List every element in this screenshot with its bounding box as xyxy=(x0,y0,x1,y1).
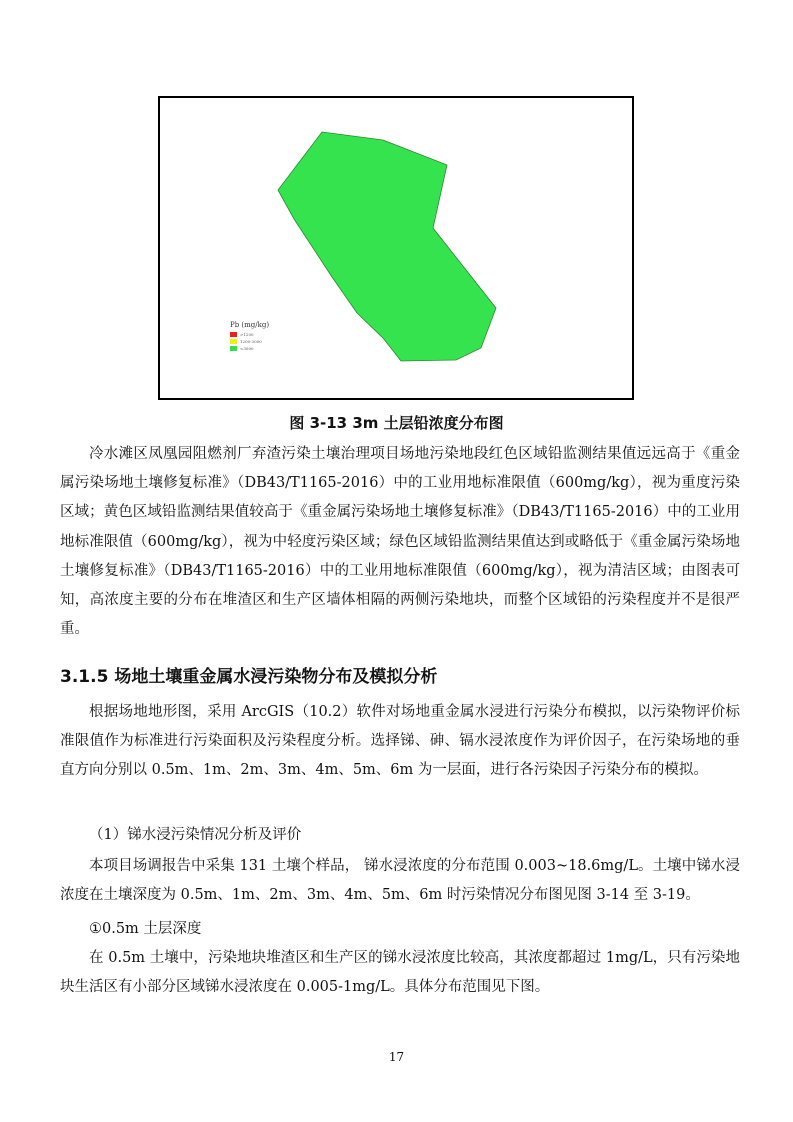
pb-concentration-map xyxy=(158,96,634,400)
legend-swatch-green xyxy=(230,346,237,351)
legend-item: 1200-3000 xyxy=(230,338,269,345)
site-area-polygon xyxy=(278,132,496,361)
legend-item: <3000 xyxy=(230,345,269,352)
legend-swatch-yellow xyxy=(230,339,237,344)
section-heading: 3.1.5 场地土壤重金属水浸污染物分布及模拟分析 xyxy=(60,667,438,687)
page-number: 17 xyxy=(388,1050,405,1064)
legend-item: >1200 xyxy=(230,331,269,338)
subsection-depth-0-5m: ①0.5m 土层深度 xyxy=(89,921,202,937)
legend-swatch-red xyxy=(230,332,237,337)
map-canvas xyxy=(160,98,632,398)
figure-caption: 图 3-13 3m 土层铅浓度分布图 xyxy=(289,414,504,432)
paragraph-method: 根据场地地形图，采用 ArcGIS（10.2）软件对场地重金属水浸进行污染分布模拟，以污染物评价标准限值作为标准进行污染面积及污染程度分析。选择锑、砷、镉水浸浓度作为评价因子，在污染场地的垂直方向分别以 0.5m、1m、2m、3m、4m、5m、6m 为一层面，进行各污染因子污染分布的模拟。 xyxy=(60,704,740,779)
legend-title: Pb (mg/kg) xyxy=(230,321,270,329)
paragraph-antimony-samples: 本项目场调报告中采集 131 土壤个样品， 锑水浸浓度的分布范围 0.003~18.6mg/L。土壤中锑水浸浓度在土壤深度为 0.5m、1m、2m、3m、4m、5m、6m 时污染情况分布图见图 3-14 至 3-19。 xyxy=(60,858,740,904)
paragraph-lead-assessment: 冷水滩区凤凰园阻燃剂厂弃渣污染土壤治理项目场地污染地段红色区域铅监测结果值远远高于《重金属污染场地土壤修复标准》（DB43/T1165-2016）中的工业用地标准限值（600mg/kg），视为重度污染区域；黄色区域铅监测结果值较高于《重金属污染场地土壤修复标准》（DB43/T1165-2016）中的工业用地标准限值（600mg/kg），视为中轻度污染区域；绿色区域铅监测结果值达到或略低于《重金属污染场地土壤修复标准》（DB43/T1165-2016）中的工业用地标准限值（600mg/kg），视为清洁区域；由图表可知，高浓度主要的分布在堆渣区和生产区墙体相隔的两侧污染地块，而整个区域铅的污染程度并不是很严重。 xyxy=(60,446,740,638)
subsection-antimony: （1）锑水浸污染情况分析及评价 xyxy=(89,827,302,843)
map-legend xyxy=(230,322,269,352)
paragraph-depth-0-5m: 在 0.5m 土壤中，污染地块堆渣区和生产区的锑水浸浓度比较高，其浓度都超过 1mg/L，只有污染地块生活区有小部分区域锑水浸浓度在 0.005-1mg/L。具体分布范围见下图。 xyxy=(60,950,740,996)
